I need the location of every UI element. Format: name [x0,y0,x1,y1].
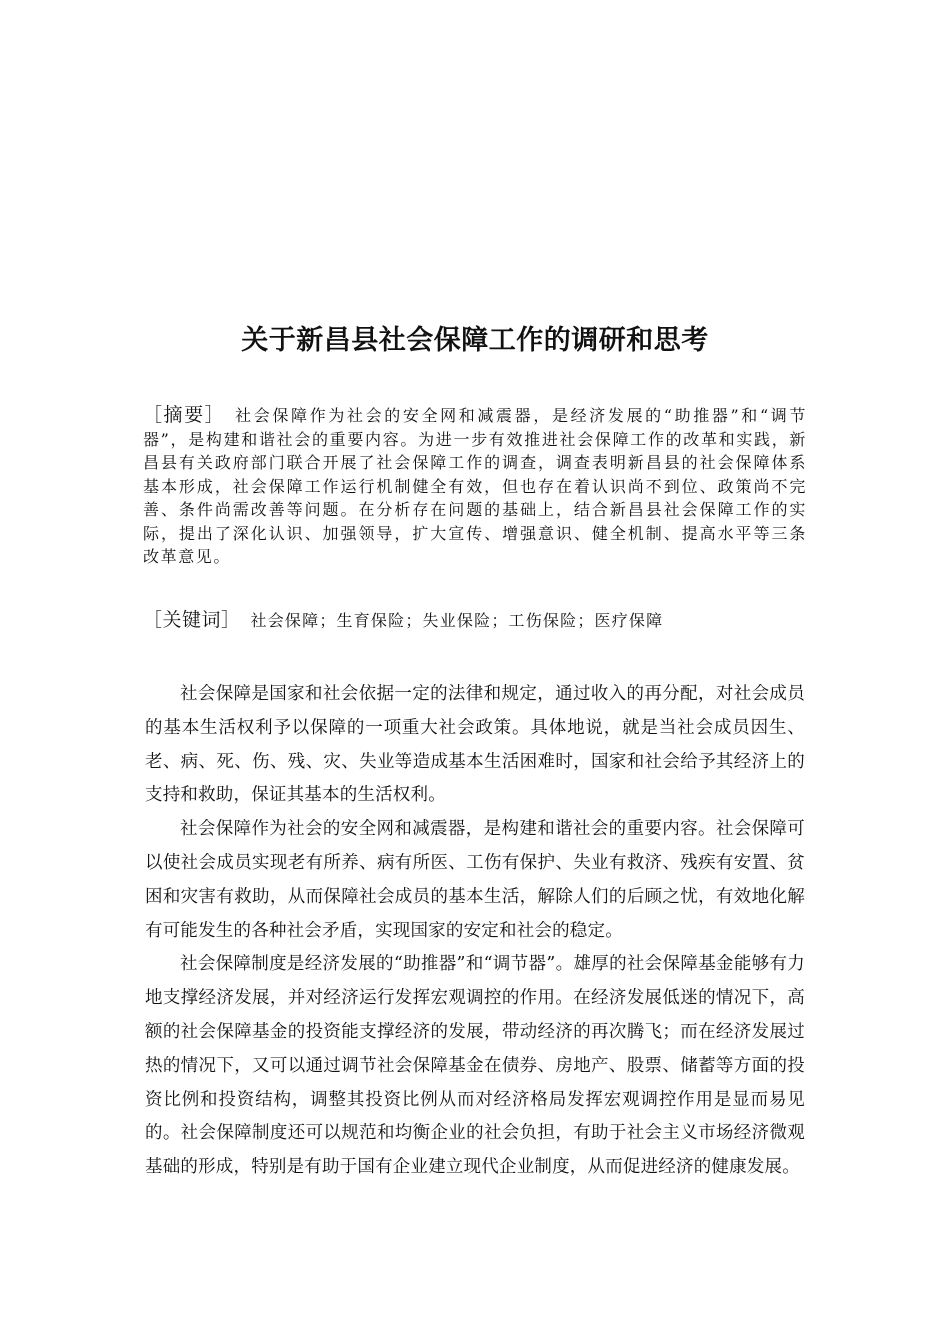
abstract [143,404,807,569]
abstract-label: ［摘要］ [143,404,226,426]
body-paragraph-3: 社会保障制度是经济发展的“助推器”和“调节器”。雄厚的社会保障基金能够有力地支撑经济发展，并对经济运行发挥宏观调控的作用。在经济发展低迷的情况下，高额的社会保障基金的投资能支撑经济的发展，带动经济的再次腾飞；而在经济发展过热的情况下，又可以通过调节社会保障基金在债券、房地产、股票、储蓄等方面的投资比例和投资结构，调整其投资比例从而对经济格局发挥宏观调控作用是显而易见的。社会保障制度还可以规范和均衡企业的社会负担，有助于社会主义市场经济微观基础的形成，特别是有助于国有企业建立现代企业制度，从而促进经济的健康发展。 [145,954,805,1178]
keywords-label: ［关键词］ [143,609,241,631]
keywords [143,605,807,632]
body-text [145,678,805,1185]
body-paragraph-2: 社会保障作为社会的安全网和减震器，是构建和谐社会的重要内容。社会保障可以使社会成员实现老有所养、病有所医、工伤有保护、失业有救济、残疾有安置、贫困和灾害有救助，从而保障社会成员的基本生活，解除人们的后顾之忧，有效地化解有可能发生的各种社会矛盾，实现国家的安定和社会的稳定。 [145,819,805,941]
keywords-text: 社会保障；生育保险；失业保险；工伤保险；医疗保障 [250,611,664,630]
document-title: 关于新昌县社会保障工作的调研和思考 [241,325,709,356]
body-paragraph-1: 社会保障是国家和社会依据一定的法律和规定，通过收入的再分配，对社会成员的基本生活权利予以保障的一项重大社会政策。具体地说，就是当社会成员因生、老、病、死、伤、残、灾、失业等造成基本生活困难时，国家和社会给予其经济上的支持和救助，保证其基本的生活权利。 [145,684,805,806]
abstract-text: 社会保障作为社会的安全网和减震器，是经济发展的“助推器”和“调节器”，是构建和谐社会的重要内容。为进一步有效推进社会保障工作的改革和实践，新昌县有关政府部门联合开展了社会保障工作的调查，调查表明新昌县的社会保障体系基本形成，社会保障工作运行机制健全有效，但也存在着认识尚不到位、政策尚不完善、条件尚需改善等问题。在分析存在问题的基础上，结合新昌县社会保障工作的实际，提出了深化认识、加强领导，扩大宣传、增强意识、健全机制、提高水平等三条改革意见。 [143,406,807,566]
